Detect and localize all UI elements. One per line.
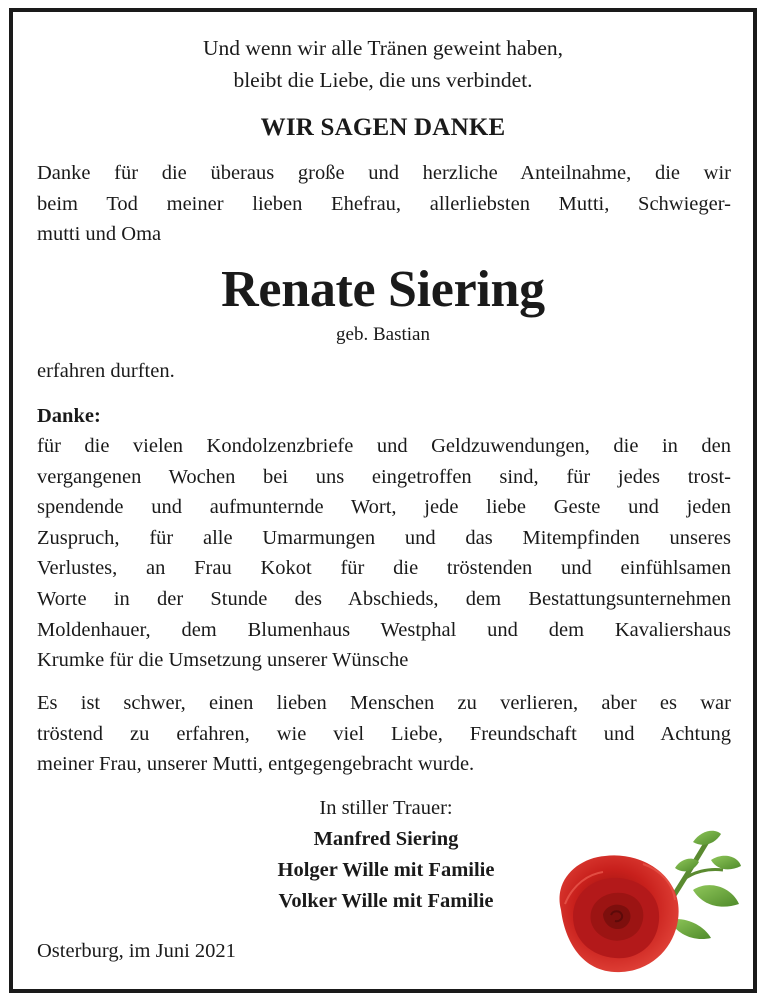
closing-line: meiner Frau, unserer Mutti, entgegengebracht wurde. — [37, 753, 475, 776]
intro-line-1: Danke für die überaus große und herzliche Anteilnahme, die wir — [37, 162, 731, 184]
thanks-line: Worte in der Stunde des Abschieds, dem Bestattungsunternehmen — [37, 587, 731, 610]
experienced-text: erfahren durften. — [37, 360, 175, 382]
rose-image — [543, 820, 743, 980]
closing-line: Es ist schwer, einen lieben Menschen zu verlieren, aber es war — [37, 692, 731, 714]
quote-line-2: bleibt die Liebe, die uns verbindet. — [233, 68, 533, 92]
signature-name: Holger Wille mit Familie — [277, 859, 495, 881]
thanks-line: Verlustes, an Frau Kokot für die tröstenden und einfühlsamen — [37, 557, 731, 580]
thanks-line: spendende und aufmunternde Wort, jede liebe Geste und jeden — [37, 496, 731, 519]
closing-paragraph — [37, 688, 731, 780]
birth-name: geb. Bastian — [336, 324, 430, 345]
thanks-line: vergangenen Wochen bei uns eingetroffen sind, für jedes trost- — [37, 465, 731, 488]
quote-line-1: Und wenn wir alle Tränen geweint haben, — [202, 36, 564, 60]
signature-name: Volker Wille mit Familie — [278, 890, 494, 912]
deceased-name: Renate Siering — [221, 261, 545, 318]
obituary-notice — [9, 8, 757, 993]
quote — [13, 32, 753, 96]
place-date: Osterburg, im Juni 2021 — [37, 940, 236, 962]
thanks-line: für die vielen Kondolzenzbriefe und Geldzuwendungen, die in den — [37, 435, 731, 457]
intro-line-3: mutti und Oma — [37, 223, 162, 246]
intro-line-2: beim Tod meiner lieben Ehefrau, allerliebsten Mutti, Schwieger- — [37, 192, 731, 215]
signature-name: Manfred Siering — [313, 828, 459, 850]
thanks-line: Moldenhauer, dem Blumenhaus Westphal und dem Kavaliershaus — [37, 618, 731, 641]
thanks-label: Danke: — [37, 405, 101, 427]
thanks-line: Krumke für die Umsetzung unserer Wünsche — [37, 649, 409, 672]
thanks-line: Zuspruch, für alle Umarmungen und das Mitempfinden unseres — [37, 526, 731, 549]
intro-paragraph — [37, 158, 731, 250]
closing-line: tröstend zu erfahren, wie viel Liebe, Freundschaft und Achtung — [37, 722, 731, 745]
heading: WIR SAGEN DANKE — [260, 114, 506, 141]
thanks-paragraph — [37, 431, 731, 676]
signature-title: In stiller Trauer: — [319, 797, 453, 819]
